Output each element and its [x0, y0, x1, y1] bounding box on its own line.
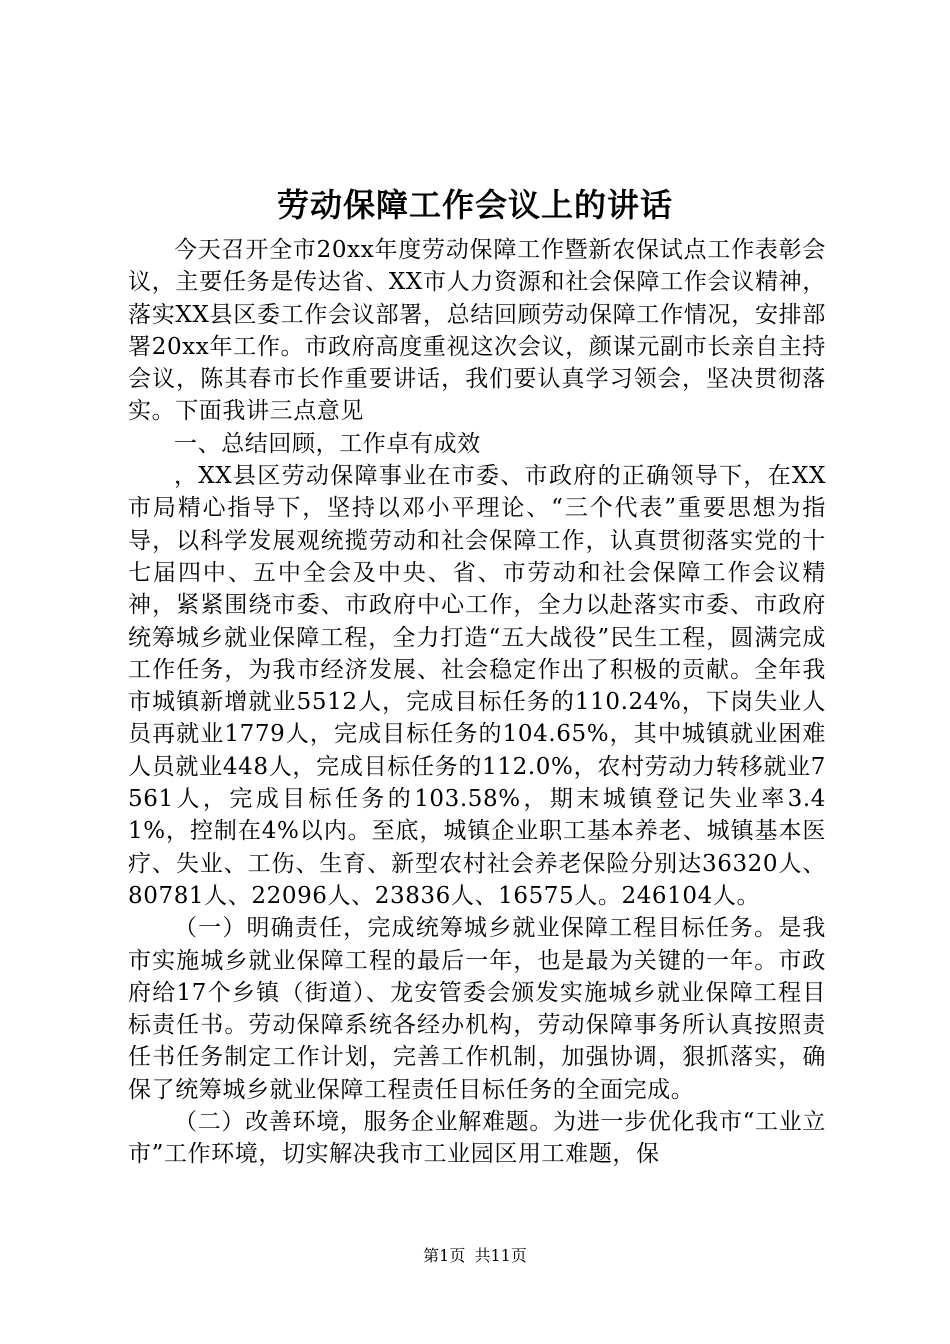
paragraph-summary: ，XX县区劳动保障事业在市委、市政府的正确领导下，在XX市局精心指导下，坚持以邓小平理论、“三个代表”重要思想为指导，以科学发展观统揽劳动和社会保障工作，认真贯彻落实党的十七届四中、五中全会及中央、省、市劳动和社会保障工作会议精神，紧紧围绕市委、市政府中心工作，全力以赴落实市委、市政府统筹城乡就业保障工程，全力打造“五大战役”民生工程，圆满完成工作任务，为我市经济发展、社会稳定作出了积极的贡献。全年我市城镇新增就业5512人，完成目标任务的110.24%，下岗失业人员再就业1779人，完成目标任务的104.65%，其中城镇就业困难人员就业448人，完成目标任务的112.0%，农村劳动力转移就业7561人，完成目标任务的103.58%，期末城镇登记失业率3.41%，控制在4%以内。至底，城镇企业职工基本养老、城镇基本医疗、失业、工伤、生育、新型农村社会养老保险分别达36320人、80781人、22096人、23836人、16575人。246104人。: [128, 463, 826, 909]
document-body: [128, 234, 826, 1171]
paragraph-intro: 今天召开全市20xx年度劳动保障工作暨新农保试点工作表彰会议，主要任务是传达省、XX市人力资源和社会保障工作会议精神，落实XX县区委工作会议部署，总结回顾劳动保障工作情况，安排部署20xx年工作。市政府高度重视这次会议，颜谋元副市长亲自主持会议，陈其春市长作重要讲话，我们要认真学习领会，坚决贯彻落实。下面我讲三点意见: [128, 237, 826, 425]
page-footer: [0, 1243, 950, 1266]
page-number: 第1页: [423, 1246, 466, 1265]
section-heading-1: 一、总结回顾，工作卓有成效: [174, 430, 481, 457]
document-title: 劳动保障工作会议上的讲话: [276, 186, 673, 224]
paragraph-item-2: （二）改善环境，服务企业解难题。为进一步优化我市“工业立市”工作环境，切实解决我市工业园区用工难题，保: [128, 1109, 826, 1168]
paragraph-item-1: （一）明确责任，完成统筹城乡就业保障工程目标任务。是我市实施城乡就业保障工程的最后一年，也是最为关键的一年。市政府给17个乡镇（街道）、龙安管委会颁发实施城乡就业保障工程目标责任书。劳动保障系统各经办机构，劳动保障事务所认真按照责任书任务制定工作计划，完善工作机制，加强协调，狠抓落实，确保了统筹城乡就业保障工程责任目标任务的全面完成。: [128, 915, 826, 1103]
page-total: 共11页: [474, 1246, 527, 1265]
